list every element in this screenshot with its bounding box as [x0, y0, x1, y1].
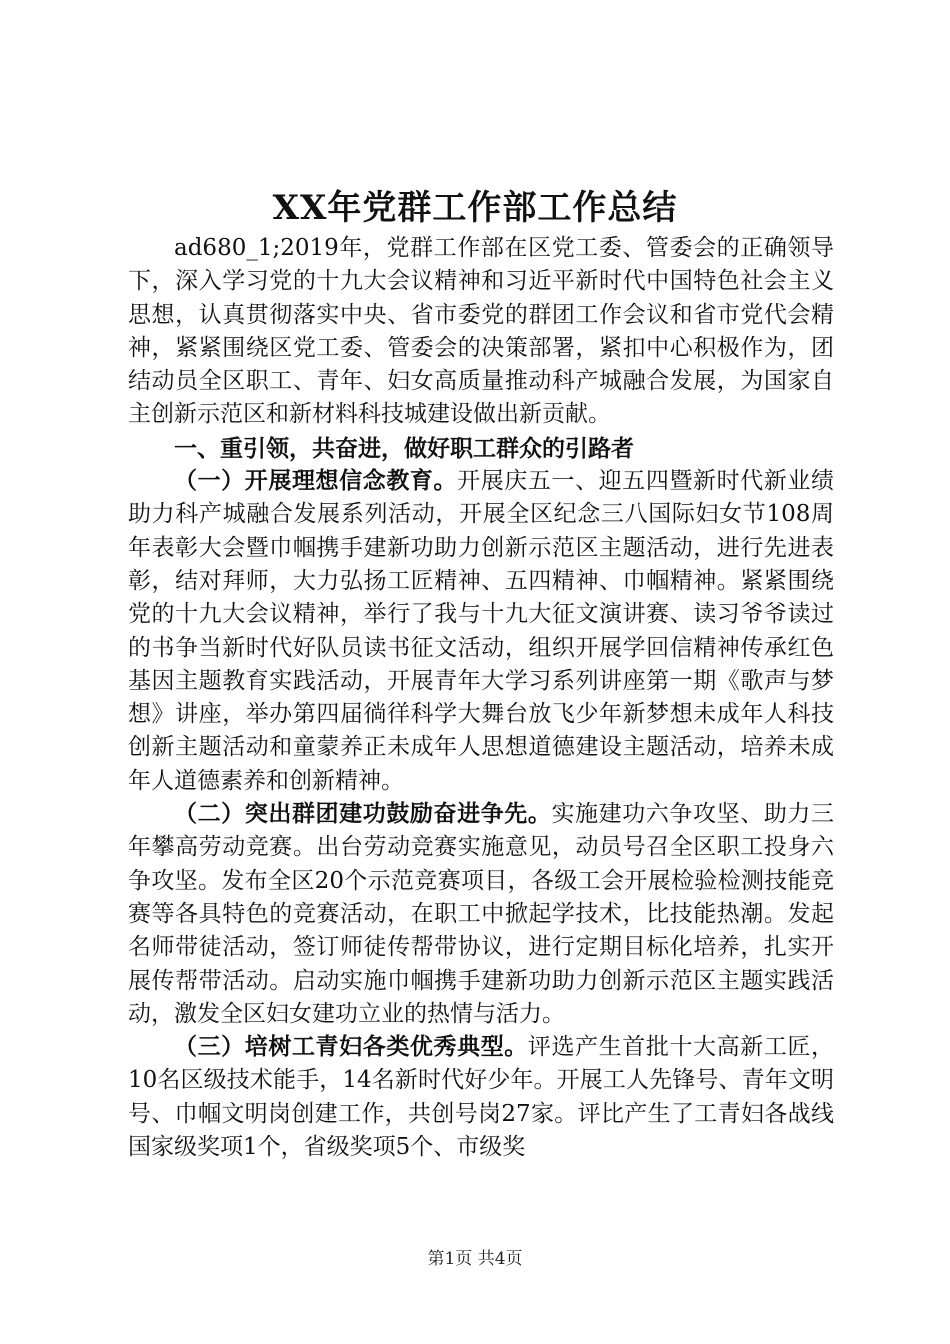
item-lead-3: （三）培树工青妇各类优秀典型。: [174, 1034, 528, 1061]
document-title: XX年党群工作部工作总结: [272, 188, 678, 228]
item-lead-1: （一）开展理想信念教育。: [174, 468, 458, 495]
document-body: [128, 232, 834, 1164]
item-text-3: 评选产生首批十大高新工匠，10名区级技术能手，14名新时代好少年。开展工人先锋号、青年文明号、巾帼文明岗创建工作，共创号岗27家。评比产生了工青妇各战线国家级奖项1个，省级奖项5个、市级奖: [128, 1034, 835, 1161]
item-text-2: 实施建功六争攻坚、助力三年攀高劳动竞赛。出台劳动竞赛实施意见，动员号召全区职工投身六争攻坚。发布全区20个示范竞赛项目，各级工会开展检验检测技能竞赛等各具特色的竞赛活动，在职工中掀起学技术，比技能热潮。发起名师带徒活动，签订师徒传帮带协议，进行定期目标化培养，扎实开展传帮带活动。启动实施巾帼携手建新功助力创新示范区主题实践活动，激发全区妇女建功立业的热情与活力。: [128, 801, 835, 1027]
item-paragraph-1: [128, 465, 834, 798]
item-text-1: 开展庆五一、迎五四暨新时代新业绩助力科产城融合发展系列活动，开展全区纪念三八国际妇女节108周年表彰大会暨巾帼携手建新功助力创新示范区主题活动，进行先进表彰，结对拜师，大力弘扬工匠精神、五四精神、巾帼精神。紧紧围绕党的十九大会议精神，举行了我与十九大征文演讲赛、读习爷爷读过的书争当新时代好队员读书征文活动，组织开展学回信精神传承红色基因主题教育实践活动，开展青年大学习系列讲座第一期《歌声与梦想》讲座，举办第四届徜徉科学大舞台放飞少年新梦想未成年人科技创新主题活动和童蒙养正未成年人思想道德建设主题活动，培养未成年人道德素养和创新精神。: [128, 468, 835, 794]
item-lead-2: （二）突出群团建功鼓励奋进争先。: [174, 801, 552, 828]
intro-paragraph: ad680_1;2019年，党群工作部在区党工委、管委会的正确领导下，深入学习党的十九大会议精神和习近平新时代中国特色社会主义思想，认真贯彻落实中央、省市委党的群团工作会议和省市党代会精神，紧紧围绕区党工委、管委会的决策部署，紧扣中心积极作为，团结动员全区职工、青年、妇女高质量推动科产城融合发展，为国家自主创新示范区和新材料科技城建设做出新贡献。: [128, 235, 834, 428]
page-footer: 第1页 共4页: [427, 1249, 523, 1269]
item-paragraph-3: [128, 1031, 834, 1164]
section-heading: 一、重引领，共奋进，做好职工群众的引路者: [174, 434, 634, 462]
item-paragraph-2: [128, 798, 834, 1031]
